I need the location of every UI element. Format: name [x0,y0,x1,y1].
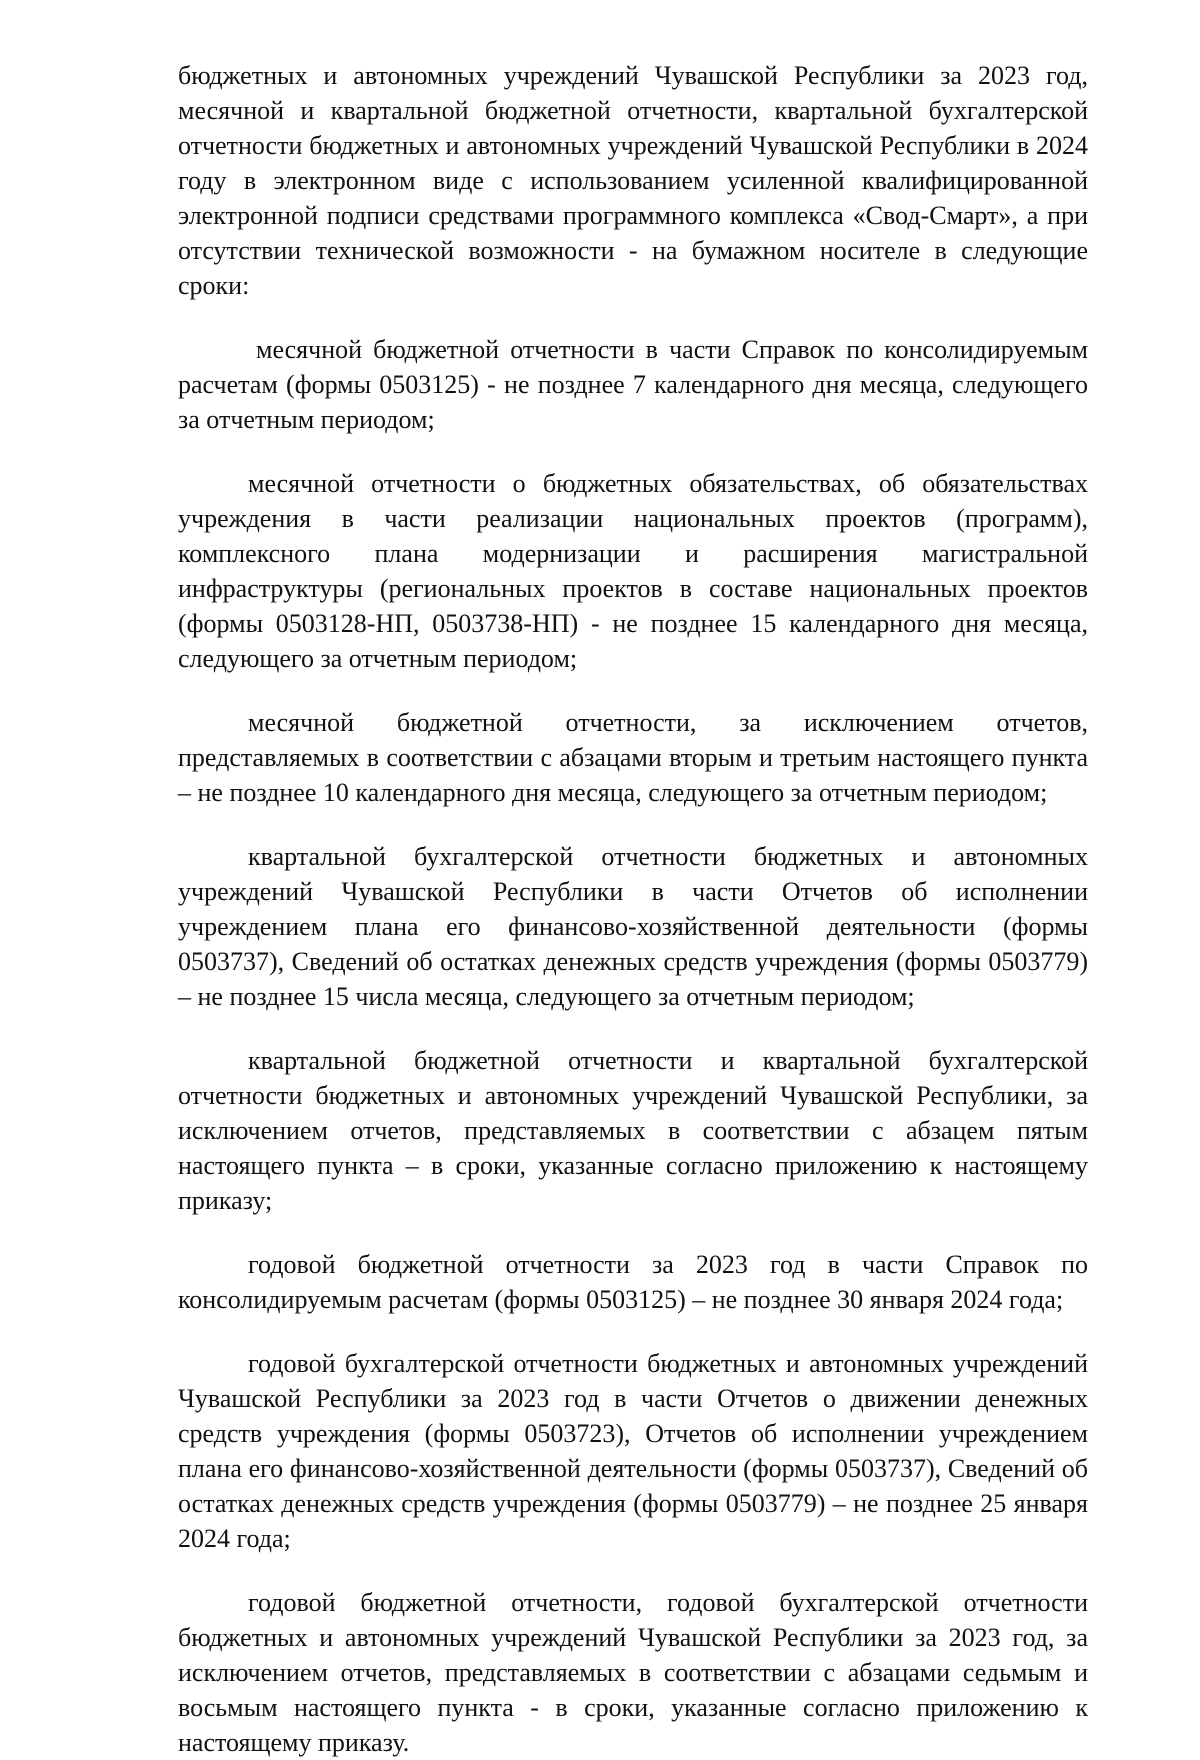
paragraph-monthly-budget-deadline: месячной бюджетной отчетности, за исключением отчетов, представляемых в соответствии с абзацами вторым и третьим настоящего пункта – не позднее 10 календарного дня месяца, следующего за отчетным периодом; [178,708,1088,807]
paragraph-monthly-consolidated-deadline: месячной бюджетной отчетности в части Справок по консолидируемым расчетам (формы 0503125) - не позднее 7 календарного дня месяца, следующего за отчетным периодом; [178,335,1088,434]
paragraph-annual-consolidated-deadline: годовой бюджетной отчетности за 2023 год в части Справок по консолидируемым расчетам (формы 0503125) – не позднее 30 января 2024 года; [178,1250,1088,1314]
paragraph-annual-budget-deadline: годовой бюджетной отчетности, годовой бухгалтерской отчетности бюджетных и автономных учреждений Чувашской Республики за 2023 год, за исключением отчетов, представляемых в соответствии с абзацами седьмым и восьмым настоящего пункта - в сроки, указанные согласно приложению к настоящему приказу. [178,1588,1088,1757]
paragraph-annual-accounting-deadline: годовой бухгалтерской отчетности бюджетных и автономных учреждений Чувашской Республики за 2023 год в части Отчетов о движении денежных средств учреждения (формы 0503723), Отчетов об исполнении учреждением плана его финансово-хозяйственной деятельности (формы 0503737), Сведений об остатках денежных средств учреждения (формы 0503779) – не позднее 25 января 2024 года; [178,1349,1088,1553]
paragraph-monthly-obligations-deadline: месячной отчетности о бюджетных обязательствах, об обязательствах учреждения в части реализации национальных проектов (программ), комплексного плана модернизации и расширения магистральной инфраструктуры (региональных проектов в составе национальных проектов (формы 0503128-НП, 0503738-НП) - не позднее 15 календарного дня месяца, следующего за отчетным периодом; [178,469,1088,673]
paragraph-quarterly-accounting-deadline: квартальной бухгалтерской отчетности бюджетных и автономных учреждений Чувашской Республики в части Отчетов об исполнении учреждением плана его финансово-хозяйственной деятельности (формы 0503737), Сведений об остатках денежных средств учреждения (формы 0503779) – не позднее 15 числа месяца, следующего за отчетным периодом; [178,842,1088,1011]
paragraph-quarterly-budget-deadline: квартальной бюджетной отчетности и квартальной бухгалтерской отчетности бюджетных и автономных учреждений Чувашской Республики, за исключением отчетов, представляемых в соответствии с абзацем пятым настоящего пункта – в сроки, указанные согласно приложению к настоящему приказу; [178,1046,1088,1215]
paragraph-continuation: бюджетных и автономных учреждений Чувашской Республики за 2023 год, месячной и квартальной бюджетной отчетности, квартальной бухгалтерской отчетности бюджетных и автономных учреждений Чувашской Республики в 2024 году в электронном виде с использованием усиленной квалифицированной электронной подписи средствами программного комплекса «Свод-Смарт», а при отсутствии технической возможности - на бумажном носителе в следующие сроки: [178,61,1088,300]
